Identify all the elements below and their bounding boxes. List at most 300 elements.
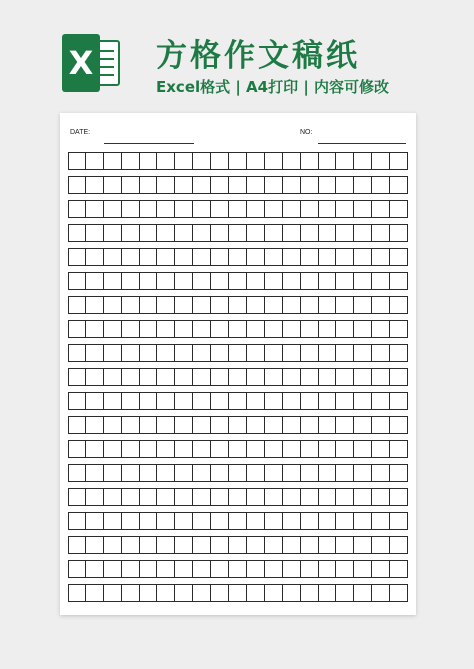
grid-cell[interactable] <box>247 368 265 386</box>
grid-cell[interactable] <box>86 344 104 362</box>
grid-cell[interactable] <box>193 248 211 266</box>
grid-cell[interactable] <box>301 176 319 194</box>
grid-cell[interactable] <box>193 176 211 194</box>
grid-cell[interactable] <box>336 272 354 290</box>
grid-cell[interactable] <box>283 368 301 386</box>
grid-cell[interactable] <box>265 296 283 314</box>
grid-cell[interactable] <box>175 392 193 410</box>
grid-cell[interactable] <box>301 224 319 242</box>
grid-cell[interactable] <box>68 536 86 554</box>
grid-cell[interactable] <box>336 488 354 506</box>
grid-cell[interactable] <box>372 200 390 218</box>
grid-cell[interactable] <box>319 584 337 602</box>
grid-cell[interactable] <box>68 224 86 242</box>
grid-cell[interactable] <box>336 392 354 410</box>
grid-cell[interactable] <box>86 248 104 266</box>
grid-cell[interactable] <box>68 296 86 314</box>
grid-cell[interactable] <box>86 368 104 386</box>
grid-cell[interactable] <box>301 488 319 506</box>
grid-cell[interactable] <box>157 296 175 314</box>
grid-cell[interactable] <box>372 464 390 482</box>
grid-cell[interactable] <box>247 536 265 554</box>
grid-cell[interactable] <box>247 248 265 266</box>
grid-cell[interactable] <box>175 248 193 266</box>
grid-cell[interactable] <box>372 440 390 458</box>
grid-cell[interactable] <box>229 560 247 578</box>
grid-cell[interactable] <box>354 176 372 194</box>
grid-cell[interactable] <box>283 320 301 338</box>
grid-cell[interactable] <box>175 488 193 506</box>
grid-cell[interactable] <box>157 224 175 242</box>
grid-cell[interactable] <box>265 368 283 386</box>
grid-cell[interactable] <box>140 392 158 410</box>
grid-cell[interactable] <box>193 296 211 314</box>
grid-cell[interactable] <box>283 536 301 554</box>
grid-cell[interactable] <box>140 200 158 218</box>
grid-cell[interactable] <box>122 344 140 362</box>
grid-cell[interactable] <box>175 416 193 434</box>
grid-cell[interactable] <box>86 440 104 458</box>
grid-cell[interactable] <box>229 488 247 506</box>
grid-cell[interactable] <box>175 200 193 218</box>
grid-cell[interactable] <box>265 344 283 362</box>
grid-cell[interactable] <box>122 416 140 434</box>
grid-cell[interactable] <box>122 536 140 554</box>
grid-cell[interactable] <box>390 272 408 290</box>
grid-cell[interactable] <box>68 560 86 578</box>
grid-cell[interactable] <box>265 488 283 506</box>
grid-cell[interactable] <box>283 272 301 290</box>
grid-cell[interactable] <box>247 200 265 218</box>
grid-cell[interactable] <box>301 272 319 290</box>
grid-cell[interactable] <box>104 440 122 458</box>
grid-cell[interactable] <box>354 536 372 554</box>
grid-cell[interactable] <box>175 536 193 554</box>
grid-cell[interactable] <box>283 560 301 578</box>
grid-cell[interactable] <box>68 200 86 218</box>
grid-cell[interactable] <box>140 224 158 242</box>
grid-cell[interactable] <box>265 392 283 410</box>
grid-cell[interactable] <box>157 344 175 362</box>
grid-cell[interactable] <box>86 512 104 530</box>
grid-cell[interactable] <box>68 152 86 170</box>
grid-cell[interactable] <box>390 344 408 362</box>
grid-cell[interactable] <box>122 488 140 506</box>
grid-cell[interactable] <box>86 224 104 242</box>
grid-cell[interactable] <box>68 440 86 458</box>
grid-cell[interactable] <box>354 248 372 266</box>
grid-cell[interactable] <box>140 584 158 602</box>
grid-cell[interactable] <box>193 392 211 410</box>
grid-cell[interactable] <box>354 488 372 506</box>
grid-cell[interactable] <box>211 512 229 530</box>
grid-cell[interactable] <box>265 176 283 194</box>
grid-cell[interactable] <box>104 512 122 530</box>
grid-cell[interactable] <box>372 584 390 602</box>
grid-cell[interactable] <box>229 296 247 314</box>
grid-cell[interactable] <box>354 584 372 602</box>
grid-cell[interactable] <box>140 320 158 338</box>
grid-cell[interactable] <box>372 152 390 170</box>
grid-cell[interactable] <box>229 536 247 554</box>
grid-cell[interactable] <box>319 560 337 578</box>
grid-cell[interactable] <box>301 584 319 602</box>
grid-cell[interactable] <box>265 320 283 338</box>
grid-cell[interactable] <box>372 344 390 362</box>
grid-cell[interactable] <box>283 248 301 266</box>
grid-cell[interactable] <box>390 584 408 602</box>
grid-cell[interactable] <box>140 488 158 506</box>
grid-cell[interactable] <box>104 416 122 434</box>
grid-cell[interactable] <box>301 248 319 266</box>
grid-cell[interactable] <box>175 272 193 290</box>
grid-cell[interactable] <box>175 320 193 338</box>
grid-cell[interactable] <box>336 200 354 218</box>
grid-cell[interactable] <box>229 152 247 170</box>
grid-cell[interactable] <box>301 368 319 386</box>
grid-cell[interactable] <box>68 320 86 338</box>
grid-cell[interactable] <box>319 224 337 242</box>
grid-cell[interactable] <box>319 152 337 170</box>
grid-cell[interactable] <box>175 560 193 578</box>
grid-cell[interactable] <box>157 392 175 410</box>
grid-cell[interactable] <box>301 416 319 434</box>
grid-cell[interactable] <box>86 584 104 602</box>
grid-cell[interactable] <box>157 440 175 458</box>
grid-cell[interactable] <box>211 176 229 194</box>
grid-cell[interactable] <box>283 176 301 194</box>
grid-cell[interactable] <box>104 200 122 218</box>
grid-cell[interactable] <box>247 440 265 458</box>
grid-cell[interactable] <box>336 344 354 362</box>
grid-cell[interactable] <box>319 176 337 194</box>
grid-cell[interactable] <box>247 512 265 530</box>
grid-cell[interactable] <box>122 368 140 386</box>
grid-cell[interactable] <box>390 320 408 338</box>
grid-cell[interactable] <box>372 224 390 242</box>
grid-cell[interactable] <box>247 224 265 242</box>
grid-cell[interactable] <box>390 536 408 554</box>
grid-cell[interactable] <box>140 248 158 266</box>
grid-cell[interactable] <box>86 272 104 290</box>
grid-cell[interactable] <box>122 296 140 314</box>
grid-cell[interactable] <box>372 488 390 506</box>
grid-cell[interactable] <box>211 416 229 434</box>
grid-cell[interactable] <box>193 560 211 578</box>
grid-cell[interactable] <box>265 584 283 602</box>
grid-cell[interactable] <box>157 584 175 602</box>
grid-cell[interactable] <box>354 344 372 362</box>
grid-cell[interactable] <box>104 152 122 170</box>
grid-cell[interactable] <box>68 512 86 530</box>
grid-cell[interactable] <box>122 320 140 338</box>
grid-cell[interactable] <box>140 272 158 290</box>
grid-cell[interactable] <box>247 296 265 314</box>
grid-cell[interactable] <box>265 536 283 554</box>
grid-cell[interactable] <box>283 392 301 410</box>
grid-cell[interactable] <box>122 392 140 410</box>
grid-cell[interactable] <box>390 152 408 170</box>
grid-cell[interactable] <box>157 320 175 338</box>
grid-cell[interactable] <box>140 344 158 362</box>
grid-cell[interactable] <box>68 488 86 506</box>
grid-cell[interactable] <box>229 464 247 482</box>
grid-cell[interactable] <box>175 344 193 362</box>
grid-cell[interactable] <box>193 512 211 530</box>
grid-cell[interactable] <box>336 536 354 554</box>
grid-cell[interactable] <box>247 392 265 410</box>
grid-cell[interactable] <box>193 464 211 482</box>
grid-cell[interactable] <box>104 536 122 554</box>
grid-cell[interactable] <box>390 392 408 410</box>
grid-cell[interactable] <box>301 512 319 530</box>
grid-cell[interactable] <box>104 464 122 482</box>
grid-cell[interactable] <box>283 224 301 242</box>
grid-cell[interactable] <box>157 248 175 266</box>
grid-cell[interactable] <box>211 536 229 554</box>
grid-cell[interactable] <box>229 584 247 602</box>
grid-cell[interactable] <box>193 344 211 362</box>
grid-cell[interactable] <box>354 464 372 482</box>
grid-cell[interactable] <box>265 416 283 434</box>
grid-cell[interactable] <box>157 152 175 170</box>
grid-cell[interactable] <box>372 320 390 338</box>
grid-cell[interactable] <box>372 248 390 266</box>
grid-cell[interactable] <box>301 560 319 578</box>
grid-cell[interactable] <box>229 392 247 410</box>
grid-cell[interactable] <box>140 296 158 314</box>
grid-cell[interactable] <box>354 392 372 410</box>
grid-cell[interactable] <box>68 176 86 194</box>
grid-cell[interactable] <box>229 248 247 266</box>
grid-cell[interactable] <box>211 464 229 482</box>
grid-cell[interactable] <box>229 200 247 218</box>
grid-cell[interactable] <box>390 296 408 314</box>
grid-cell[interactable] <box>283 296 301 314</box>
grid-cell[interactable] <box>354 272 372 290</box>
grid-cell[interactable] <box>390 512 408 530</box>
grid-cell[interactable] <box>319 536 337 554</box>
grid-cell[interactable] <box>86 560 104 578</box>
grid-cell[interactable] <box>104 392 122 410</box>
grid-cell[interactable] <box>265 152 283 170</box>
grid-cell[interactable] <box>140 536 158 554</box>
grid-cell[interactable] <box>140 464 158 482</box>
grid-cell[interactable] <box>336 584 354 602</box>
grid-cell[interactable] <box>319 296 337 314</box>
grid-cell[interactable] <box>68 272 86 290</box>
grid-cell[interactable] <box>354 368 372 386</box>
grid-cell[interactable] <box>86 200 104 218</box>
grid-cell[interactable] <box>319 416 337 434</box>
grid-cell[interactable] <box>104 272 122 290</box>
grid-cell[interactable] <box>175 464 193 482</box>
grid-cell[interactable] <box>140 440 158 458</box>
grid-cell[interactable] <box>247 560 265 578</box>
grid-cell[interactable] <box>265 248 283 266</box>
grid-cell[interactable] <box>104 224 122 242</box>
grid-cell[interactable] <box>229 320 247 338</box>
grid-cell[interactable] <box>193 152 211 170</box>
grid-cell[interactable] <box>247 488 265 506</box>
grid-cell[interactable] <box>175 152 193 170</box>
grid-cell[interactable] <box>354 416 372 434</box>
grid-cell[interactable] <box>211 488 229 506</box>
grid-cell[interactable] <box>122 200 140 218</box>
grid-cell[interactable] <box>86 152 104 170</box>
grid-cell[interactable] <box>247 464 265 482</box>
grid-cell[interactable] <box>319 272 337 290</box>
grid-cell[interactable] <box>104 560 122 578</box>
grid-cell[interactable] <box>68 464 86 482</box>
grid-cell[interactable] <box>301 152 319 170</box>
grid-cell[interactable] <box>301 200 319 218</box>
grid-cell[interactable] <box>265 440 283 458</box>
grid-cell[interactable] <box>354 200 372 218</box>
grid-cell[interactable] <box>157 536 175 554</box>
grid-cell[interactable] <box>283 152 301 170</box>
grid-cell[interactable] <box>319 464 337 482</box>
grid-cell[interactable] <box>247 416 265 434</box>
grid-cell[interactable] <box>86 392 104 410</box>
grid-cell[interactable] <box>390 560 408 578</box>
grid-cell[interactable] <box>86 464 104 482</box>
grid-cell[interactable] <box>193 224 211 242</box>
grid-cell[interactable] <box>86 320 104 338</box>
grid-cell[interactable] <box>68 416 86 434</box>
grid-cell[interactable] <box>193 320 211 338</box>
grid-cell[interactable] <box>157 368 175 386</box>
grid-cell[interactable] <box>211 440 229 458</box>
grid-cell[interactable] <box>390 368 408 386</box>
grid-cell[interactable] <box>211 344 229 362</box>
grid-cell[interactable] <box>104 344 122 362</box>
grid-cell[interactable] <box>372 272 390 290</box>
grid-cell[interactable] <box>319 512 337 530</box>
grid-cell[interactable] <box>354 224 372 242</box>
grid-cell[interactable] <box>301 296 319 314</box>
grid-cell[interactable] <box>229 368 247 386</box>
grid-cell[interactable] <box>319 440 337 458</box>
grid-cell[interactable] <box>122 248 140 266</box>
grid-cell[interactable] <box>247 320 265 338</box>
grid-cell[interactable] <box>175 584 193 602</box>
grid-cell[interactable] <box>86 176 104 194</box>
grid-cell[interactable] <box>372 512 390 530</box>
grid-cell[interactable] <box>229 512 247 530</box>
grid-cell[interactable] <box>372 296 390 314</box>
grid-cell[interactable] <box>86 296 104 314</box>
grid-cell[interactable] <box>319 344 337 362</box>
grid-cell[interactable] <box>229 416 247 434</box>
grid-cell[interactable] <box>390 224 408 242</box>
grid-cell[interactable] <box>140 416 158 434</box>
grid-cell[interactable] <box>140 368 158 386</box>
grid-cell[interactable] <box>372 392 390 410</box>
grid-cell[interactable] <box>336 152 354 170</box>
grid-cell[interactable] <box>265 200 283 218</box>
grid-cell[interactable] <box>175 296 193 314</box>
grid-cell[interactable] <box>193 536 211 554</box>
grid-cell[interactable] <box>301 392 319 410</box>
grid-cell[interactable] <box>390 248 408 266</box>
grid-cell[interactable] <box>283 200 301 218</box>
grid-cell[interactable] <box>336 464 354 482</box>
grid-cell[interactable] <box>372 416 390 434</box>
grid-cell[interactable] <box>247 176 265 194</box>
grid-cell[interactable] <box>283 464 301 482</box>
grid-cell[interactable] <box>354 440 372 458</box>
grid-cell[interactable] <box>390 440 408 458</box>
grid-cell[interactable] <box>104 584 122 602</box>
grid-cell[interactable] <box>86 536 104 554</box>
grid-cell[interactable] <box>283 416 301 434</box>
grid-cell[interactable] <box>229 224 247 242</box>
grid-cell[interactable] <box>301 320 319 338</box>
grid-cell[interactable] <box>265 464 283 482</box>
grid-cell[interactable] <box>211 248 229 266</box>
grid-cell[interactable] <box>229 440 247 458</box>
grid-cell[interactable] <box>140 176 158 194</box>
grid-cell[interactable] <box>283 488 301 506</box>
grid-cell[interactable] <box>319 368 337 386</box>
grid-cell[interactable] <box>319 488 337 506</box>
grid-cell[interactable] <box>354 152 372 170</box>
grid-cell[interactable] <box>372 368 390 386</box>
grid-cell[interactable] <box>122 272 140 290</box>
grid-cell[interactable] <box>319 248 337 266</box>
grid-cell[interactable] <box>283 440 301 458</box>
grid-cell[interactable] <box>229 176 247 194</box>
grid-cell[interactable] <box>301 344 319 362</box>
grid-cell[interactable] <box>354 560 372 578</box>
grid-cell[interactable] <box>390 200 408 218</box>
grid-cell[interactable] <box>319 200 337 218</box>
grid-cell[interactable] <box>372 536 390 554</box>
grid-cell[interactable] <box>301 440 319 458</box>
grid-cell[interactable] <box>247 152 265 170</box>
grid-cell[interactable] <box>175 440 193 458</box>
grid-cell[interactable] <box>193 440 211 458</box>
grid-cell[interactable] <box>372 176 390 194</box>
grid-cell[interactable] <box>193 200 211 218</box>
grid-cell[interactable] <box>122 176 140 194</box>
grid-cell[interactable] <box>247 584 265 602</box>
grid-cell[interactable] <box>104 296 122 314</box>
grid-cell[interactable] <box>175 224 193 242</box>
grid-cell[interactable] <box>68 368 86 386</box>
grid-cell[interactable] <box>229 272 247 290</box>
grid-cell[interactable] <box>122 560 140 578</box>
grid-cell[interactable] <box>247 272 265 290</box>
grid-cell[interactable] <box>265 224 283 242</box>
grid-cell[interactable] <box>336 560 354 578</box>
grid-cell[interactable] <box>122 152 140 170</box>
grid-cell[interactable] <box>390 464 408 482</box>
grid-cell[interactable] <box>157 464 175 482</box>
grid-cell[interactable] <box>193 272 211 290</box>
grid-cell[interactable] <box>265 272 283 290</box>
grid-cell[interactable] <box>336 320 354 338</box>
grid-cell[interactable] <box>68 344 86 362</box>
grid-cell[interactable] <box>354 512 372 530</box>
grid-cell[interactable] <box>336 416 354 434</box>
grid-cell[interactable] <box>86 488 104 506</box>
grid-cell[interactable] <box>265 560 283 578</box>
grid-cell[interactable] <box>193 584 211 602</box>
grid-cell[interactable] <box>68 584 86 602</box>
grid-cell[interactable] <box>104 368 122 386</box>
